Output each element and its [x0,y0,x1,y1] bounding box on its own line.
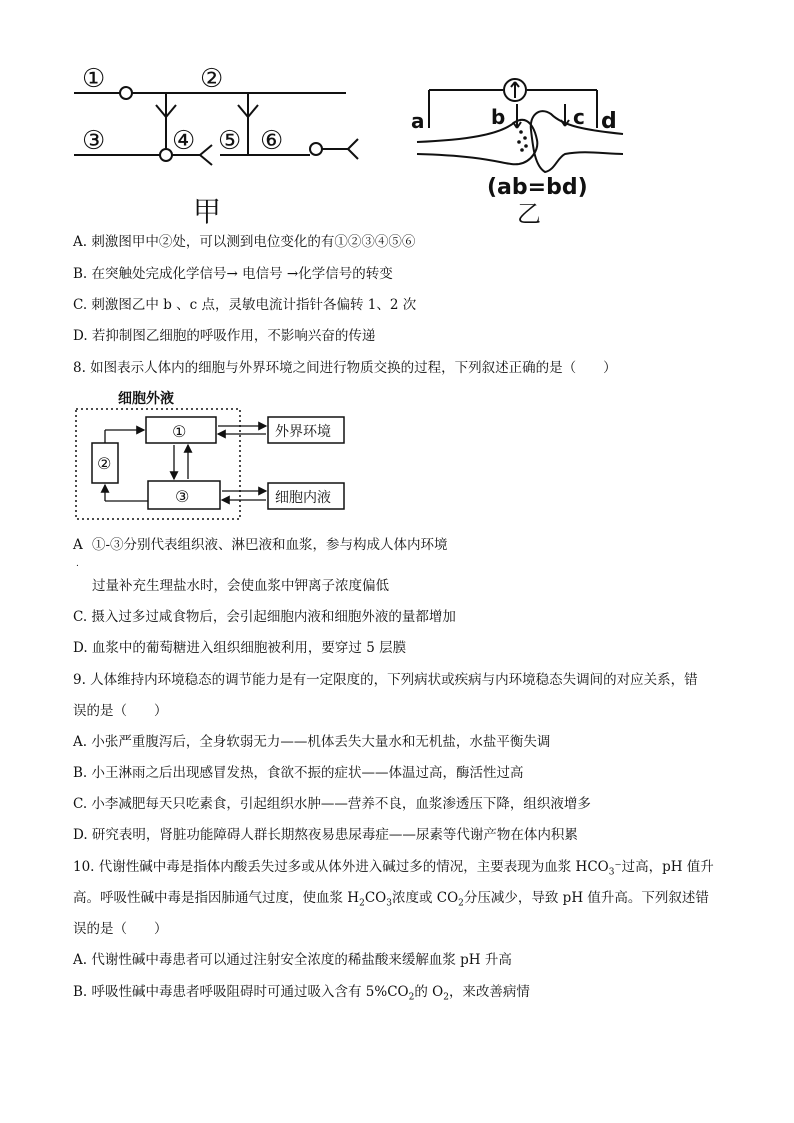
q10-l1-text-a: 10. 代谢性碱中毒是指体内酸丢失过多或从体外进入碱过多的情况，主要表现为血浆 HCO [73,859,609,875]
q10-option-a: A. 代谢性碱中毒患者可以通过注射安全浓度的稀盐酸来缓解血浆 pH 升高 [73,952,512,968]
q9-option-d: D. 研究表明，肾脏功能障碍人群长期熬夜易患尿毒症——尿素等代谢产物在体内积累 [73,827,578,843]
yi-label-d: d [601,109,617,134]
q9-option-a: A. 小张严重腹泻后，全身软弱无力——机体丢失大量水和无机盐，水盐平衡失调 [73,734,551,750]
yi-label-b: b [491,105,506,129]
q8-option-b-text: 过量补充生理盐水时，会使血浆中钾离子浓度偏低 [92,578,389,594]
q9-stem-line-2: 误的是（ ） [73,703,168,719]
q8-box-1: ① [172,422,187,441]
jia-label-1: ① [82,64,106,94]
q10-b-text-c: ，来改善病情 [448,984,530,1000]
q10-l2-sub-3: 2 [458,898,464,909]
yi-equation: (ab=bd) [487,175,588,200]
q10-l2-text-d: 分压减少，导致 pH 值升高。下列叙述错 [463,890,709,906]
yi-label-c: c [573,105,585,129]
jia-label-5: ⑤ [218,126,242,156]
q10-b-text-a: B. 呼吸性碱中毒患者呼吸阻碍时可通过吸入含有 5%CO [73,984,409,1000]
q8-option-a-text: ①-③分别代表组织液、淋巴液和血浆，参与构成人体内环境 [92,537,448,553]
q10-l1-text-b: ⁻过高，pH 值升 [614,859,714,875]
q10-stem-line-2 [73,888,709,914]
q10-b-sub-1: 2 [408,992,415,1003]
figure-yi-diagram [405,70,635,230]
q8-box-external: 外界环境 [275,424,331,440]
jia-label-3: ③ [82,126,106,156]
q7-option-b: B. 在突触处完成化学信号→ 电信号 →化学信号的转变 [73,266,393,282]
jia-label-6: ⑥ [260,126,284,156]
q9-option-c: C. 小李减肥每天只吃素食，引起组织水肿——营养不良，血浆渗透压下降，组织液增多 [73,796,591,812]
q8-stem: 8. 如图表示人体内的细胞与外界环境之间进行物质交换的过程，下列叙述正确的是（ ） [73,360,617,376]
q8-figure-title: 细胞外液 [118,391,174,407]
jia-label-4: ④ [172,126,196,156]
q9-stem-line-1: 9. 人体维持内环境稳态的调节能力是有一定限度的，下列病状或疾病与内环境稳态失调间的对应关系，错 [73,672,698,688]
q8-option-c: C. 摄入过多过咸食物后，会引起细胞内液和细胞外液的量都增加 [73,609,456,625]
q7-option-d: D. 若抑制图乙细胞的呼吸作用，不影响兴奋的传递 [73,328,376,344]
q10-l1-sub: 3 [608,867,615,878]
figure-jia-caption: 甲 [193,195,222,228]
jia-label-2: ② [200,64,224,94]
q10-l2-sub-2: 3 [386,898,392,909]
figure-jia-diagram [60,55,380,175]
q8-option-a-label: A [73,537,83,553]
q8-box-3: ③ [175,487,190,506]
q8-figure-diagram [70,405,360,525]
q8-option-d: D. 血浆中的葡萄糖进入组织细胞被利用，要穿过 5 层膜 [73,640,407,656]
q10-l2-sub-1: 2 [359,898,365,909]
q8-option-b-dot: . [76,559,79,569]
q9-option-b: B. 小王淋雨之后出现感冒发热，食欲不振的症状——体温过高，酶活性过高 [73,765,524,781]
q8-box-2: ② [97,454,112,473]
q10-option-b [73,982,530,1008]
q10-b-sub-2: 2 [443,992,449,1003]
q7-option-a: A. 刺激图甲中②处，可以测到电位变化的有①②③④⑤⑥ [73,234,416,250]
q10-l2-text-b: CO [364,890,387,906]
q10-l2-text-c: 浓度或 CO [391,890,459,906]
q10-l2-text-a: 高。呼吸性碱中毒是指因肺通气过度，使血浆 H [73,890,360,906]
q10-stem-line-3: 误的是（ ） [73,921,168,937]
yi-label-a: a [411,109,425,133]
q10-stem-line-1 [73,857,714,883]
yi-caption: 乙 [517,200,541,228]
q10-b-text-b: 的 O [414,984,444,1000]
q7-option-c: C. 刺激图乙中 b 、c 点，灵敏电流计指针各偏转 1、2 次 [73,297,417,313]
q8-box-intracellular: 细胞内液 [275,490,331,506]
